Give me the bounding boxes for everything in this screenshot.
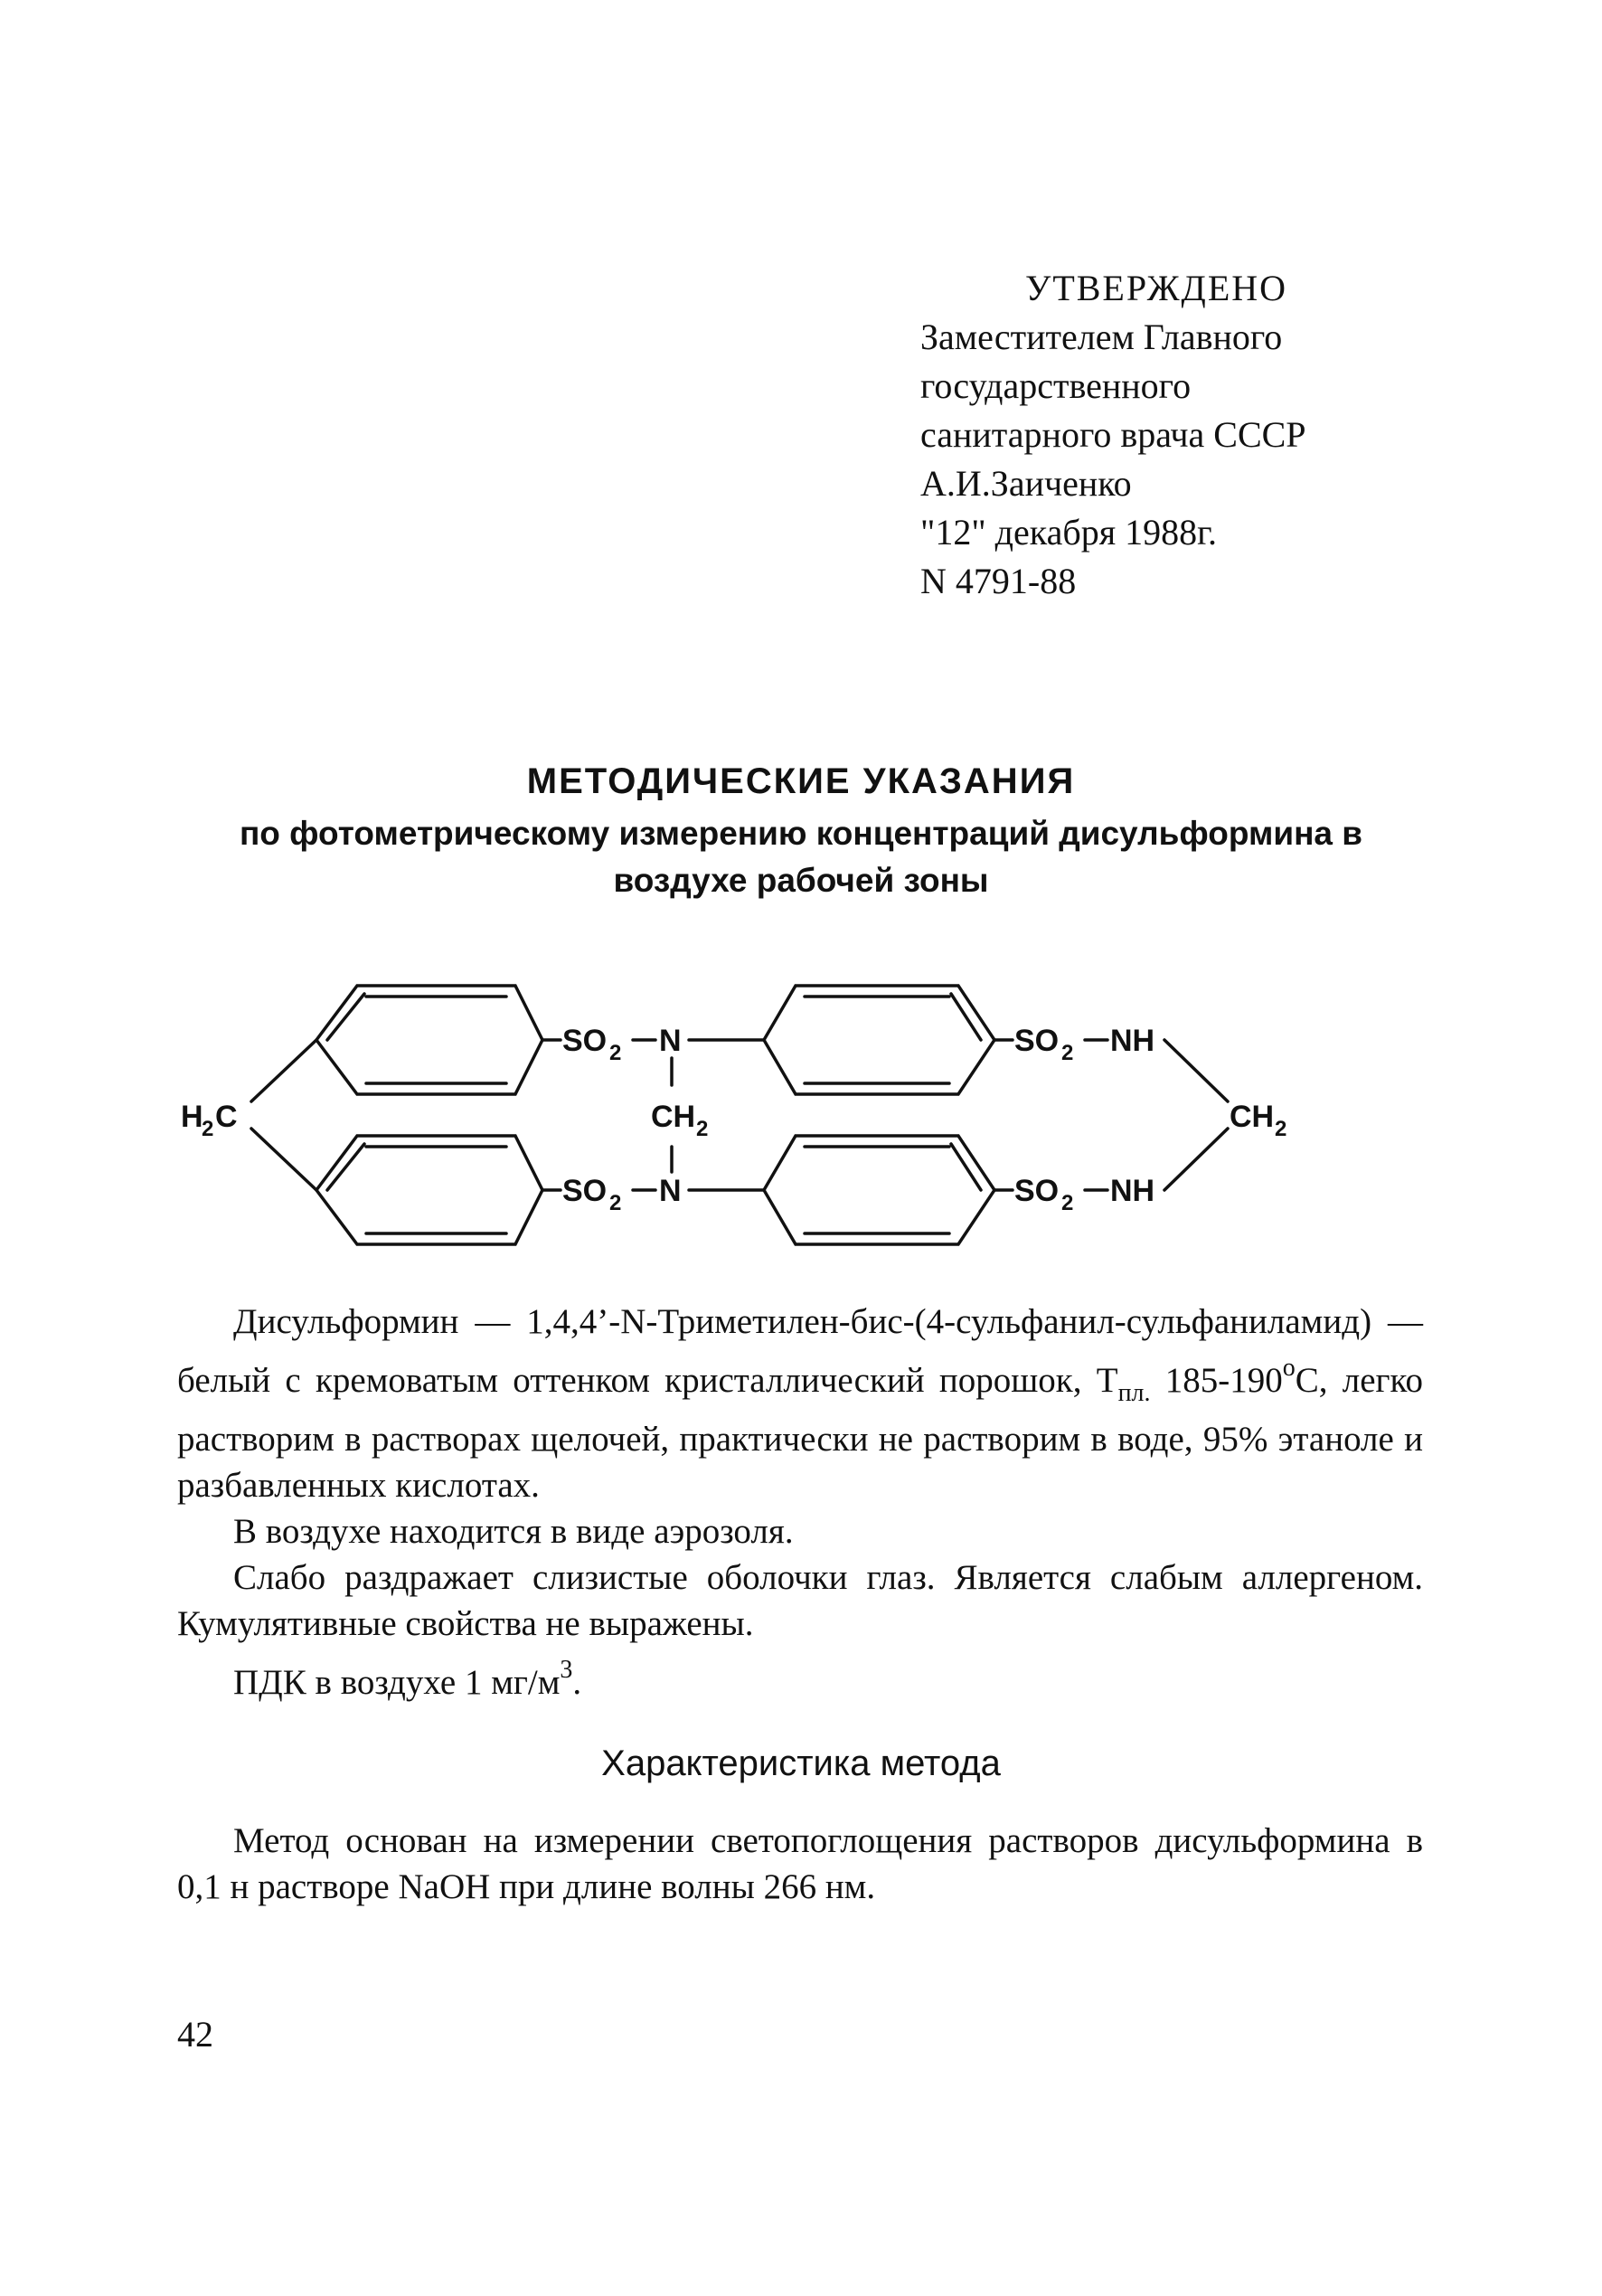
formula-h2c-h: H [181,1100,203,1134]
section-heading: Характеристика метода [601,1743,1001,1783]
document-title: МЕТОДИЧЕСКИЕ УКАЗАНИЯ [526,761,1076,801]
subtitle-line: по фотометрическому измерению концентраций дисульформина в [239,815,1363,852]
formula-so2-sub: 2 [1061,1191,1074,1215]
formula-ch2-sub: 2 [696,1117,709,1141]
benzene-ring-bottom-left [316,1136,542,1244]
formula-so2-bottom-right: SO [1014,1174,1060,1208]
formula-h2c-sub: 2 [202,1117,214,1141]
formula-nh-bottom: NH [1110,1174,1155,1208]
formula-n-bottom: N [659,1174,682,1208]
method-block [177,1818,1423,1910]
benzene-ring-top-right [764,986,994,1094]
approval-block [920,264,1427,606]
description-block [177,1299,1423,1705]
formula-so2-sub: 2 [1061,1041,1074,1065]
structural-formula [163,975,1374,1255]
approval-date: "12" декабря 1988г. [920,512,1217,553]
paragraph-irritation: Слабо раздражает слизистые оболочки глаз. Является слабым аллергеном. Кумулятивные свойства не выражены. [177,1558,1423,1643]
approval-number: N 4791-88 [920,561,1077,601]
paragraph-method: Метод основан на измерении светопоглощения растворов дисульформина в 0,1 н растворе NaOH при длине волны 266 нм. [177,1821,1423,1906]
approval-line: Заместителем Главного [920,317,1283,357]
formula-so2-sub: 2 [609,1041,622,1065]
paragraph-pdk: ПДК в воздухе 1 $мг/м^3$. [233,1656,582,1702]
paragraph-aerosol: В воздухе находится в виде аэрозоля. [233,1512,794,1551]
formula-ch2-right: CH [1230,1100,1275,1134]
formula-so2-top-right: SO [1014,1024,1060,1058]
benzene-ring-bottom-right [764,1136,994,1244]
formula-so2-bottom-left: SO [562,1174,608,1208]
approval-line: государственного [920,365,1192,406]
paragraph-properties: Дисульформин — 1,4,4’-N-Триметилен-бис-(4-сульфанил-сульфаниламид) — белый с кремоватым оттенком кристаллический порошок, $Т_{пл.}$ $185-190^оС$, легко растворим в растворах щелочей, практически не растворим в воде, 95% этаноле и разбавленных кислотах. [177,1302,1424,1505]
approval-heading: УТВЕРЖДЕНО [1025,268,1288,308]
formula-h2c-c: C [215,1100,238,1134]
formula-so2-top-left: SO [562,1024,608,1058]
formula-ch2-middle: CH [651,1100,696,1134]
benzene-ring-top-left [316,986,542,1094]
structural-formula-diagram [163,975,1374,1255]
document-subtitle [0,810,1602,904]
formula-n-top: N [659,1024,682,1058]
approval-line: санитарного врача СССР [920,414,1306,455]
formula-ch2-sub: 2 [1275,1117,1287,1141]
formula-nh-top: NH [1110,1024,1155,1058]
formula-so2-sub: 2 [609,1191,622,1215]
approval-signatory: А.И.Заиченко [920,463,1132,504]
page-number: 42 [177,2014,213,2055]
subtitle-line: воздухе рабочей зоны [613,862,989,899]
